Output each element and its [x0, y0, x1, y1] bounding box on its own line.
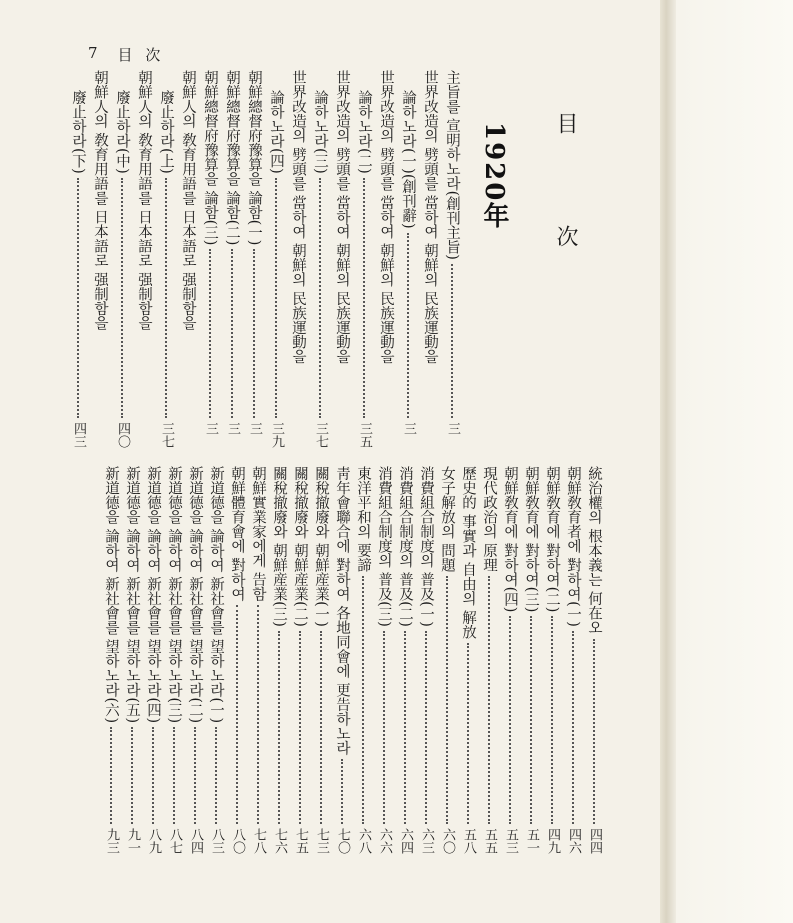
dot-leader	[383, 631, 385, 824]
toc-entry-title: 廢止하라(上)	[158, 90, 174, 174]
dot-leader	[341, 759, 343, 824]
toc-entry	[290, 466, 310, 852]
toc-entry-title: 朝鮮敎育에 對하여(三)	[523, 466, 539, 613]
toc-entry-page: 六四	[398, 828, 413, 854]
toc-entry-title: 世界改造의 劈頭를 當하여 朝鮮의 民族運動을	[422, 70, 438, 364]
dot-leader	[152, 727, 154, 824]
toc-entry	[332, 70, 352, 446]
toc-entry-title: 朝鮮總督府豫算을 論함(一)	[246, 70, 262, 246]
dot-leader	[231, 249, 233, 418]
toc-entry-page: 五五	[482, 828, 497, 854]
toc-entry-title: 朝鮮人의 敎育用語를 日本語로 强制함을	[136, 70, 152, 331]
dot-leader	[299, 631, 301, 824]
toc-entry	[332, 466, 352, 852]
toc-entry	[112, 90, 132, 446]
toc-entry	[458, 466, 478, 852]
toc-entry-title: 統治權의 根本義는 何在오	[586, 466, 602, 635]
dot-leader	[551, 616, 553, 824]
dot-leader	[121, 178, 123, 418]
toc-entry-title: 主旨를 宣明하노라(創刊主旨)	[444, 70, 460, 260]
dot-leader	[278, 631, 280, 824]
toc-entry-page: 七六	[272, 828, 287, 854]
toc-entry-page: 七三	[314, 828, 329, 854]
dot-leader	[362, 576, 364, 824]
toc-entry-title: 新道德을 論하여 新社會를 望하노라(三)	[166, 466, 182, 724]
toc-entry-title: 論하노라(三)	[312, 90, 328, 174]
toc-entry-title: 朝鮮敎育者에 對하여(一)	[565, 466, 581, 627]
dot-leader	[509, 616, 511, 824]
toc-entry	[310, 90, 330, 446]
toc-entry	[521, 466, 541, 852]
toc-entry	[437, 466, 457, 852]
toc-entry-page: 三	[401, 422, 416, 435]
dot-leader	[425, 631, 427, 824]
toc-entry	[442, 70, 462, 446]
facing-page-edge	[676, 0, 793, 923]
running-head	[88, 44, 164, 65]
toc-entry-page: 六三	[419, 828, 434, 854]
toc-entry-title: 朝鮮實業家에게 告함	[250, 466, 266, 602]
dot-leader	[165, 178, 167, 418]
toc-entry-title: 新道德을 論하여 新社會를 望하노라(五)	[124, 466, 140, 724]
toc-entry	[200, 70, 220, 446]
dot-leader	[257, 605, 259, 824]
toc-entry	[248, 466, 268, 852]
toc-entry-page: 四九	[545, 828, 560, 854]
toc-entry-title: 世界改造의 劈頭를 當하여 朝鮮의 民族運動을	[334, 70, 350, 364]
dot-leader	[572, 631, 574, 824]
toc-entry-page: 三五	[357, 422, 372, 448]
toc-entry-page: 八九	[146, 828, 161, 854]
toc-entry-title: 消費組合制度의 普及(一)	[418, 466, 434, 627]
dot-leader	[467, 643, 469, 824]
toc-entry	[354, 90, 374, 446]
dot-leader	[215, 727, 217, 824]
dot-leader	[451, 264, 453, 418]
dot-leader	[319, 178, 321, 418]
dot-leader	[446, 576, 448, 824]
toc-entry-page: 三	[445, 422, 460, 435]
toc-entry-page: 七〇	[335, 828, 350, 854]
toc-entry	[244, 70, 264, 446]
toc-entry	[222, 70, 242, 446]
toc-entry-page: 九一	[125, 828, 140, 854]
toc-entry-page: 八四	[188, 828, 203, 854]
toc-entry	[178, 70, 198, 446]
dot-leader	[488, 576, 490, 824]
toc-entry	[227, 466, 247, 852]
toc-entry-title: 新道德을 論하여 新社會를 望하노라(二)	[187, 466, 203, 724]
year-heading: 1920年	[479, 122, 509, 231]
toc-entry	[266, 90, 286, 446]
dot-leader	[530, 616, 532, 824]
toc-entry-page: 三	[225, 422, 240, 435]
page-number: 7	[88, 44, 102, 62]
toc-entry-title: 靑年會聯合에 對하여 各地同會에 更告하노라	[334, 466, 350, 756]
toc-entry	[206, 466, 226, 852]
toc-entry	[134, 70, 154, 446]
dot-leader	[253, 249, 255, 418]
toc-entry-title: 朝鮮敎育에 對하여(四)	[502, 466, 518, 613]
toc-entry	[288, 70, 308, 446]
toc-entry-page: 五一	[524, 828, 539, 854]
toc-entry-title: 東洋平和의 要諦	[355, 466, 371, 573]
toc-entry-title: 朝鮮敎育에 對하여(二)	[544, 466, 560, 613]
toc-entry	[584, 466, 604, 852]
dot-leader	[131, 727, 133, 824]
toc-entry-title: 朝鮮人의 敎育用語를 日本語로 强制함을	[92, 70, 108, 331]
toc-entry-page: 三九	[269, 422, 284, 448]
toc-entry-title: 現代政治의 原理	[481, 466, 497, 573]
dot-leader	[194, 727, 196, 824]
toc-title: 目 次	[553, 112, 578, 289]
toc-entry-title: 世界改造의 劈頭를 當하여 朝鮮의 民族運動을	[378, 70, 394, 364]
toc-entry	[376, 70, 396, 446]
toc-entry-page: 九三	[104, 828, 119, 854]
toc-entry-page: 八七	[167, 828, 182, 854]
dot-leader	[363, 178, 365, 418]
dot-leader	[593, 639, 595, 824]
toc-entry-page: 四四	[587, 828, 602, 854]
dot-leader	[407, 233, 409, 418]
toc-entry-title: 朝鮮體育會에 對하여	[229, 466, 245, 602]
toc-entry-page: 四六	[566, 828, 581, 854]
toc-entry-page: 七五	[293, 828, 308, 854]
toc-entry-page: 三	[203, 422, 218, 435]
toc-entry-title: 新道德을 論하여 新社會를 望하노라(六)	[103, 466, 119, 724]
toc-entry-title: 新道德을 論하여 新社會를 望하노라(四)	[145, 466, 161, 724]
toc-entry	[563, 466, 583, 852]
toc-entry	[101, 466, 121, 852]
toc-entry-page: 六〇	[440, 828, 455, 854]
toc-entry	[542, 466, 562, 852]
toc-entry-title: 歷史的 事實과 自由의 解放	[460, 466, 476, 640]
toc-entry-page: 三	[247, 422, 262, 435]
toc-entry	[398, 90, 418, 446]
toc-entry-page: 八〇	[230, 828, 245, 854]
toc-entry-title: 廢止하라(下)	[70, 90, 86, 174]
toc-entry	[395, 466, 415, 852]
toc-entry-page: 五八	[461, 828, 476, 854]
toc-entry-page: 七八	[251, 828, 266, 854]
toc-entry-title: 女子解放의 問題	[439, 466, 455, 573]
toc-entry	[143, 466, 163, 852]
toc-entry-title: 朝鮮人의 敎育用語를 日本語로 强制함을	[180, 70, 196, 331]
toc-entry	[156, 90, 176, 446]
running-title: 目 次	[117, 46, 165, 64]
toc-entry-page: 五三	[503, 828, 518, 854]
toc-entry-page: 三七	[313, 422, 328, 448]
toc-entry	[164, 466, 184, 852]
toc-entry-page: 八三	[209, 828, 224, 854]
toc-entry	[269, 466, 289, 852]
toc-entry	[353, 466, 373, 852]
toc-entry-title: 關稅撤廢와 朝鮮産業(三)	[271, 466, 287, 627]
toc-entry	[416, 466, 436, 852]
toc-entry-page: 六六	[377, 828, 392, 854]
toc-entry	[420, 70, 440, 446]
toc-entry-title: 新道德을 論하여 新社會를 望하노라(一)	[208, 466, 224, 724]
toc-entry	[90, 70, 110, 446]
toc-entry-title: 朝鮮總督府豫算을 論함(三)	[202, 70, 218, 246]
book-gutter	[660, 0, 676, 923]
toc-entry-title: 世界改造의 劈頭를 當하여 朝鮮의 民族運動을	[290, 70, 306, 364]
toc-entry	[374, 466, 394, 852]
toc-entry-title: 關稅撤廢와 朝鮮産業(二)	[292, 466, 308, 627]
dot-leader	[209, 249, 211, 418]
dot-leader	[236, 605, 238, 824]
toc-entry-title: 論하노라(一)(創刊辭)	[400, 90, 416, 229]
toc-entry	[68, 90, 88, 446]
toc-entry-page: 三七	[159, 422, 174, 448]
dot-leader	[77, 178, 79, 418]
toc-entry	[185, 466, 205, 852]
toc-entry	[122, 466, 142, 852]
toc-entry	[479, 466, 499, 852]
toc-entry-title: 論하노라(四)	[268, 90, 284, 174]
toc-entry-title: 朝鮮總督府豫算을 論함(二)	[224, 70, 240, 246]
toc-entry-page: 四三	[71, 422, 86, 448]
toc-entry-title: 廢止하라(中)	[114, 90, 130, 174]
dot-leader	[275, 178, 277, 418]
toc-entry-title: 消費組合制度의 普及(二)	[397, 466, 413, 627]
toc-entry-page: 四〇	[115, 422, 130, 448]
dot-leader	[404, 631, 406, 824]
toc-entry-page: 六八	[356, 828, 371, 854]
dot-leader	[173, 727, 175, 824]
toc-entry	[500, 466, 520, 852]
toc-entry	[311, 466, 331, 852]
toc-entry-title: 論하노라(二)	[356, 90, 372, 174]
dot-leader	[320, 631, 322, 824]
toc-entry-title: 消費組合制度의 普及(三)	[376, 466, 392, 627]
toc-entry-title: 關稅撤廢와 朝鮮産業(一)	[313, 466, 329, 627]
dot-leader	[110, 727, 112, 824]
